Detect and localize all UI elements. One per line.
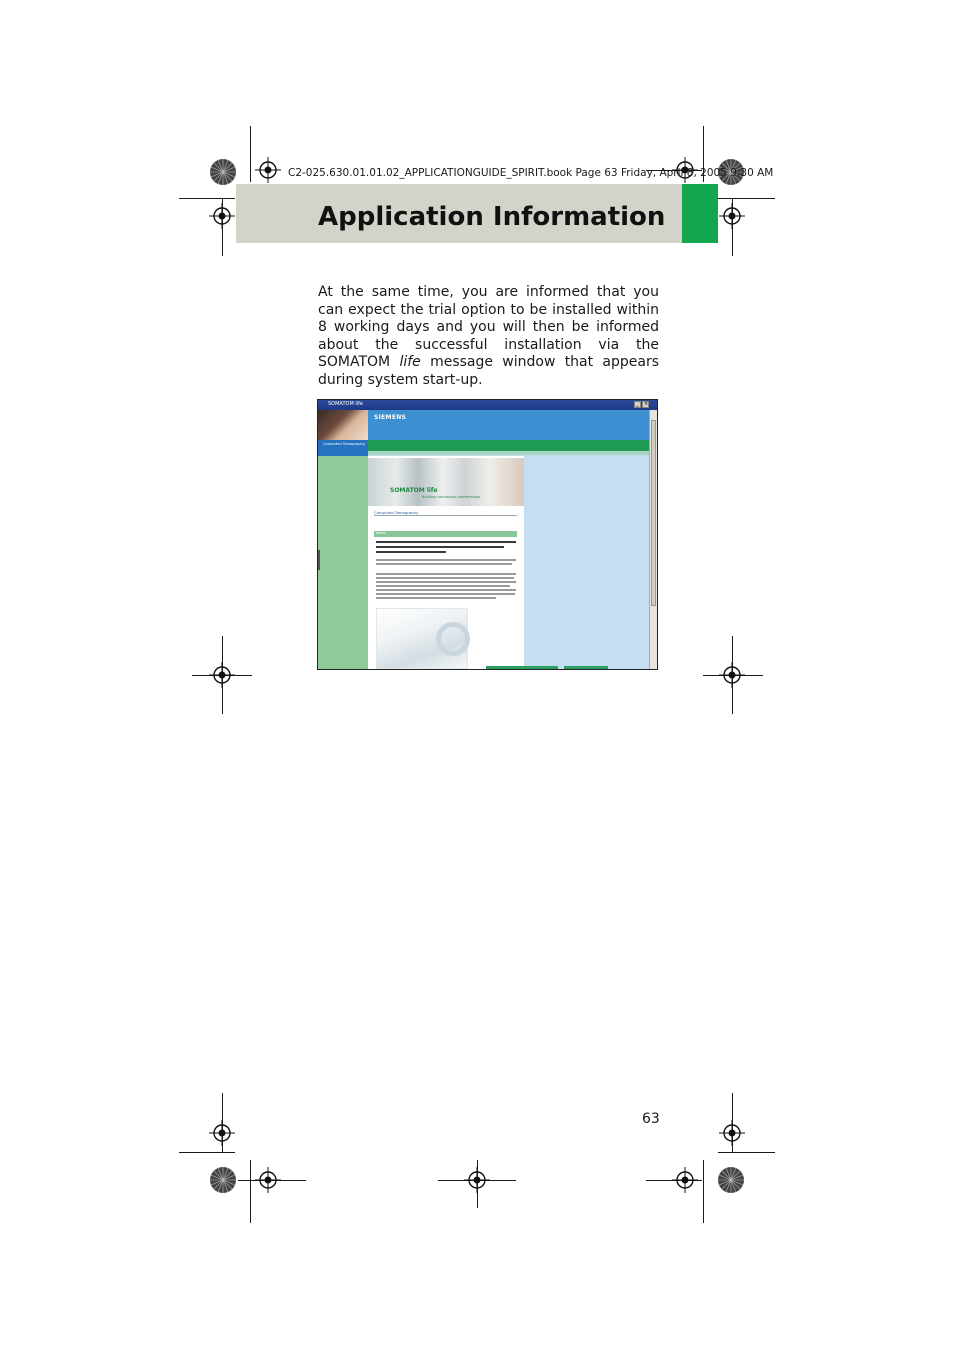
registration-target-icon — [719, 662, 745, 688]
registration-target-icon — [464, 1167, 490, 1193]
registration-target-icon — [209, 1120, 235, 1146]
text-line — [376, 541, 516, 543]
text-line — [376, 597, 496, 599]
banner-tagline: Building successful partnerships — [422, 495, 481, 499]
registration-target-icon — [719, 203, 745, 229]
body-text-part: At the same time, you are informed that you can expect the trial option to be installed within 8 working days and you will then be informed about the successful installation via the SOMATOM — [318, 284, 659, 371]
crop-line — [250, 126, 251, 182]
bottom-accent — [564, 666, 608, 669]
registration-target-icon — [719, 1120, 745, 1146]
ct-gantry-shape — [436, 622, 470, 656]
window-title: SOMATOM life — [328, 401, 363, 407]
portrait-image — [318, 410, 368, 440]
crop-line — [718, 1152, 775, 1153]
registration-target-icon — [255, 157, 281, 183]
bottom-accent — [486, 666, 558, 669]
starburst-icon — [209, 1166, 237, 1194]
page-number: 63 — [642, 1111, 660, 1127]
scrollbar-thumb[interactable] — [651, 420, 656, 606]
section-heading: Computed Tomography — [374, 510, 419, 515]
crop-line — [250, 1160, 251, 1223]
text-line — [376, 593, 515, 595]
menu-underline — [368, 451, 649, 455]
minimize-button[interactable]: _ — [634, 401, 641, 408]
text-line — [376, 577, 514, 579]
left-column — [318, 456, 368, 669]
registration-target-icon — [255, 1167, 281, 1193]
text-line — [376, 573, 516, 575]
text-line — [376, 585, 510, 587]
text-line — [376, 551, 446, 553]
body-text-part: message window that appears during system start-up. — [318, 354, 660, 388]
close-button[interactable]: × — [644, 401, 649, 407]
window-titlebar — [318, 400, 657, 410]
registration-target-icon — [209, 662, 235, 688]
page-title: Application Information — [318, 202, 666, 232]
crop-line — [718, 198, 775, 199]
window-edge-mark — [317, 550, 320, 570]
section-divider — [374, 515, 517, 516]
banner-logo: SOMATOM life — [390, 487, 438, 494]
nav-item-label: Computed Tomography — [323, 442, 365, 446]
brand-strip — [368, 410, 649, 440]
crop-line — [179, 198, 235, 199]
scrollbar[interactable] — [649, 410, 657, 669]
text-line — [376, 563, 512, 565]
section-tab — [682, 184, 718, 243]
body-italic-word: life — [399, 354, 421, 371]
text-line — [376, 559, 516, 561]
crop-line — [703, 1160, 704, 1223]
body-paragraph — [318, 284, 659, 390]
registration-target-icon — [672, 1167, 698, 1193]
news-label: News — [374, 531, 517, 537]
registration-target-icon — [209, 203, 235, 229]
print-slug: C2-025.630.01.01.02_APPLICATIONGUIDE_SPIRIT.book Page 63 Friday, April 8, 2005 9:30 AM — [288, 167, 774, 179]
brand-logo: SIEMENS — [374, 414, 407, 421]
menu-bar — [368, 440, 649, 451]
message-window-screenshot — [317, 399, 658, 670]
crop-line — [179, 1152, 235, 1153]
text-line — [376, 589, 516, 591]
starburst-icon — [717, 1166, 745, 1194]
text-line — [376, 581, 516, 583]
starburst-icon — [209, 158, 237, 186]
text-line — [376, 546, 504, 548]
